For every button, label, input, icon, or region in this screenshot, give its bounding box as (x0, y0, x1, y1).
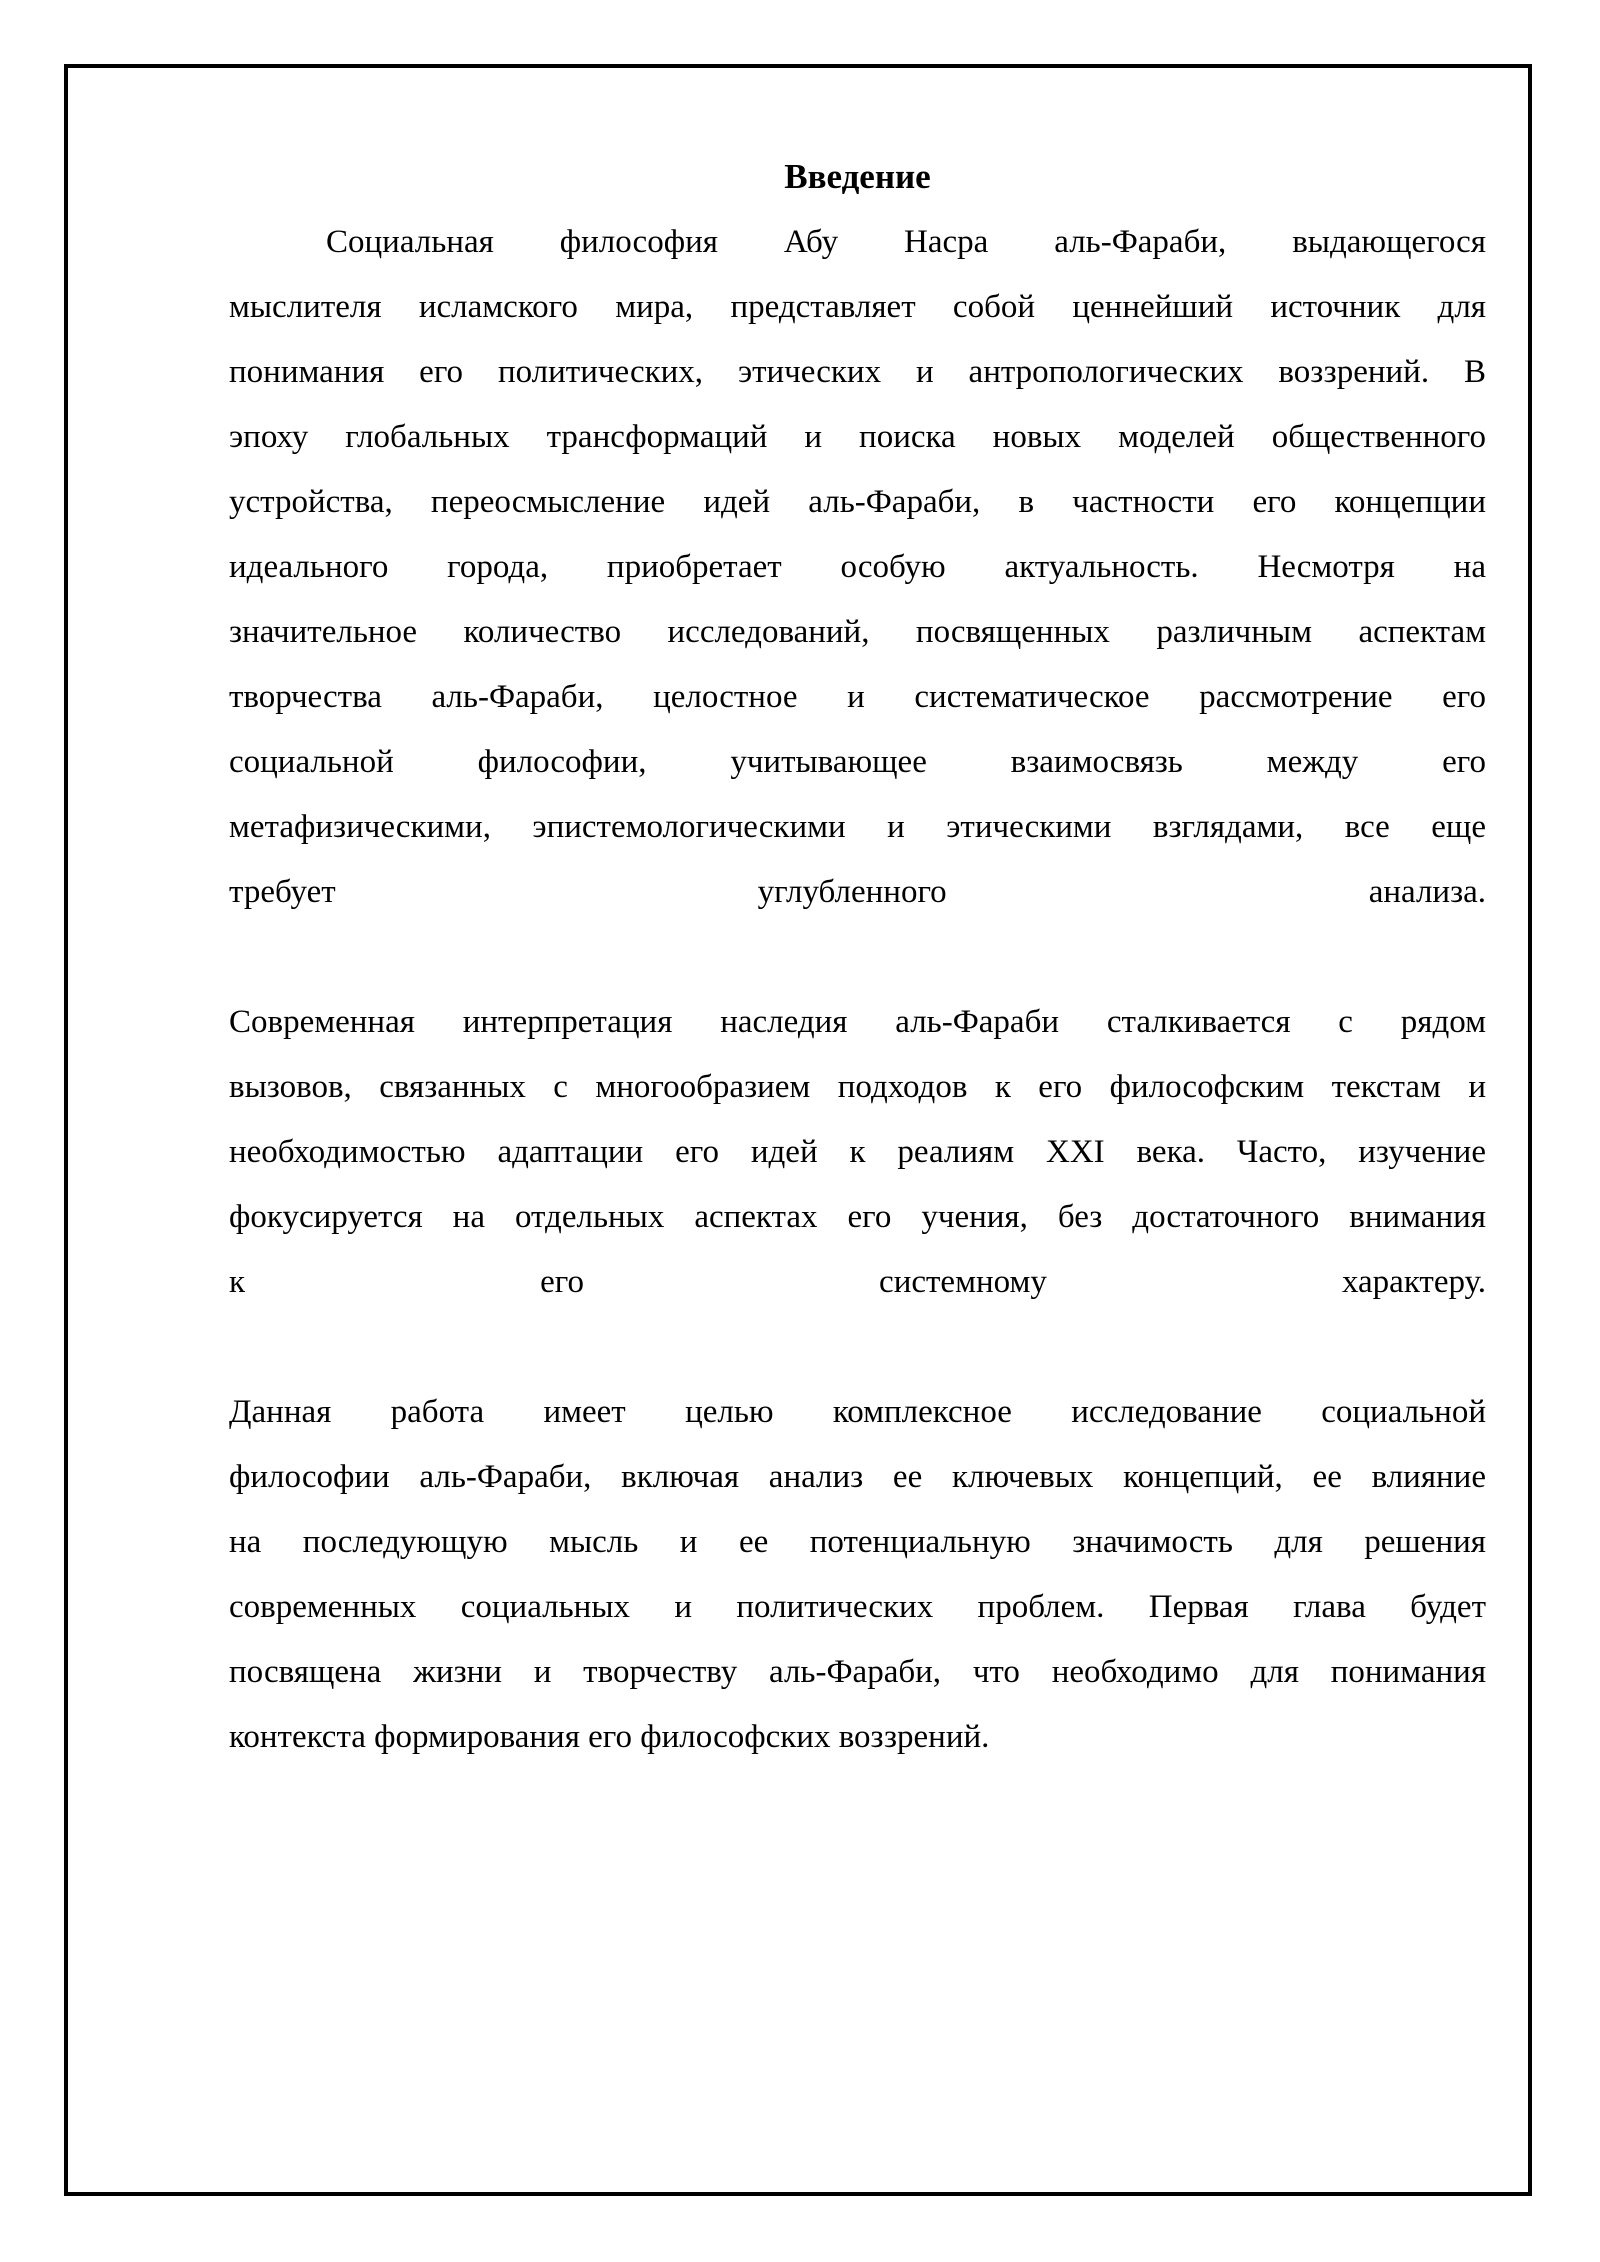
paragraph-line: к его системному характеру. (229, 1264, 1486, 1300)
paragraph-line: мыслителя исламского мира, представляет собой ценнейший источник для (229, 289, 1486, 325)
paragraph-line: социальной философии, учитывающее взаимосвязь между его (229, 744, 1486, 780)
paragraph-line: вызовов, связанных с многообразием подходов к его философским текстам и (229, 1069, 1486, 1105)
paragraph-line: Данная работа имеет целью комплексное исследование социальной (229, 1394, 1486, 1430)
paragraph-line: метафизическими, эпистемологическими и этическими взглядами, все еще (229, 809, 1486, 845)
paragraph-line: требует углубленного анализа. (229, 874, 1486, 910)
paragraph-spacer (229, 925, 1486, 990)
paragraph-line: необходимостью адаптации его идей к реалиям XXI века. Часто, изучение (229, 1134, 1486, 1170)
paragraph-line: творчества аль-Фараби, целостное и систематическое рассмотрение его (229, 679, 1486, 715)
paragraph-line: современных социальных и политических проблем. Первая глава будет (229, 1589, 1486, 1625)
paragraph-spacer (229, 1315, 1486, 1380)
paragraph-line: устройства, переосмысление идей аль-Фараби, в частности его концепции (229, 484, 1486, 520)
paragraph-line: на последующую мысль и ее потенциальную значимость для решения (229, 1524, 1486, 1560)
paragraph-line: понимания его политических, этических и антропологических воззрений. В (229, 354, 1486, 390)
paragraph-2 (229, 990, 1486, 1315)
paragraph-line: философии аль-Фараби, включая анализ ее ключевых концепций, ее влияние (229, 1459, 1486, 1495)
paragraph-line: посвящена жизни и творчеству аль-Фараби, что необходимо для понимания (229, 1654, 1486, 1690)
paragraph-line: фокусируется на отдельных аспектах его учения, без достаточного внимания (229, 1199, 1486, 1235)
paragraph-3 (229, 1380, 1486, 1770)
paragraph-line: Социальная философия Абу Насра аль-Фараби, выдающегося (326, 224, 1486, 260)
paragraph-line: идеального города, приобретает особую актуальность. Несмотря на (229, 549, 1486, 585)
paragraph-line: контекста формирования его философских воззрений. (229, 1719, 990, 1755)
paragraph-line: значительное количество исследований, посвященных различным аспектам (229, 614, 1486, 650)
paragraph-line: эпоху глобальных трансформаций и поиска новых моделей общественного (229, 419, 1486, 455)
paragraph-1 (229, 210, 1486, 925)
document-title: Введение (784, 157, 931, 196)
paragraph-line: Современная интерпретация наследия аль-Фараби сталкивается с рядом (229, 1004, 1486, 1040)
document-body (229, 150, 1486, 1770)
